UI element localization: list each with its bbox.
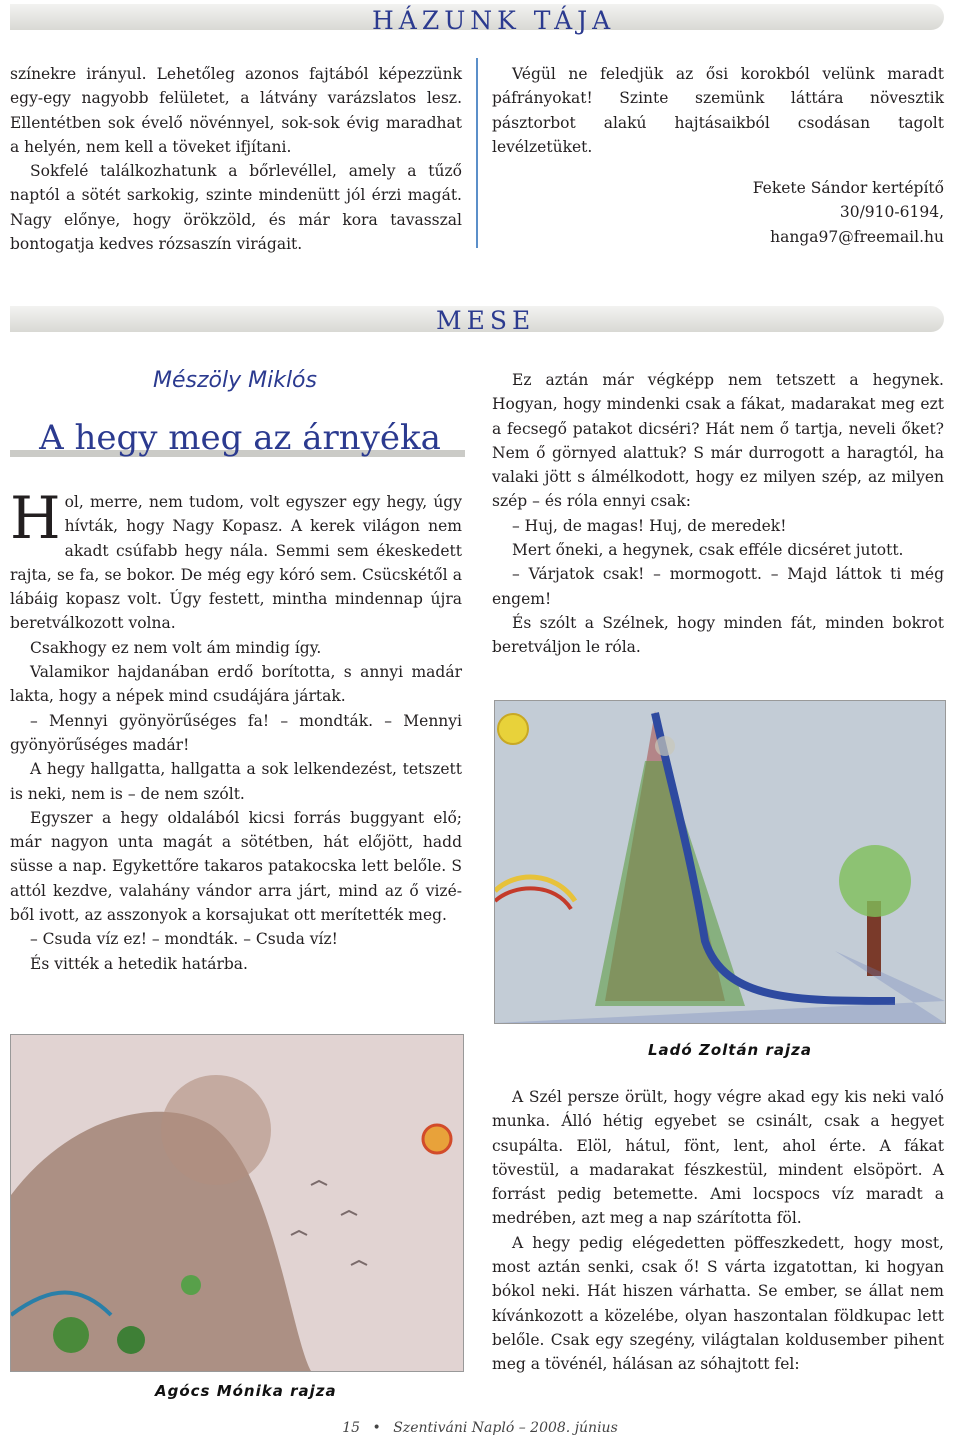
paragraph: – Mennyi gyönyörűséges fa! – mondták. – Mennyi gyönyörűséges madár! <box>10 711 462 754</box>
paragraph: – Huj, de magas! Huj, de meredek! <box>512 516 787 535</box>
drop-cap: H <box>10 484 61 552</box>
page-footer <box>340 1420 620 1436</box>
paragraph: És vitték a hetedik határba. <box>30 954 248 973</box>
paragraph: A hegy hallgatta, hallgatta a sok lelkendezést, tetszett is neki, nem is – de nem szólt. <box>10 760 462 803</box>
paragraph: – Várjatok csak! – mormogott. – Majd láttok ti még engem! <box>492 565 944 608</box>
drawing-caption: Agócs Mónika rajza <box>155 1382 337 1400</box>
top-right-column <box>492 62 944 159</box>
paragraph: színekre irányul. Lehetőleg azonos fajtából képezzünk egy-egy nagyobb felületet, a látvány varázslatos lesz. Ellentétben sok évelő növénnyel, sok-sok évig maradhat a helyén, nem kell a töveket ifjítani. <box>10 65 462 156</box>
paragraph: Sokfelé találkozhatunk a bőrlevéllel, amely a tűző naptól a sötét sarkokig, szinte mindenütt jól érzi magát. Nagy előnye, hogy örökzöld, és már kora tavasszal bontogatja kedves rózsaszín virágait. <box>10 162 462 254</box>
child-drawing-bald-mountain <box>10 1034 464 1372</box>
paragraph: Valamikor hajdanában erdő borította, s annyi madár lakta, hogy a népek mind csudájára jártak. <box>10 663 462 706</box>
story-left-column <box>10 484 462 976</box>
signature <box>600 176 944 249</box>
child-drawing-mountain-river <box>494 700 946 1024</box>
story-title: A hegy meg az árnyéka <box>39 418 441 458</box>
signature-email: hanga97@freemail.hu <box>770 227 944 246</box>
paragraph: – Csuda víz ez! – mondták. – Csuda víz! <box>30 930 338 949</box>
drawing-illustration <box>11 1035 463 1371</box>
paragraph: Mert őneki, a hegynek, csak efféle dicséret jutott. <box>512 541 904 560</box>
drawing-illustration <box>495 701 945 1023</box>
paragraph: Csakhogy ez nem volt ám mindig így. <box>30 638 322 657</box>
section-title: HÁZUNK TÁJA <box>372 6 616 35</box>
page-number: 15 <box>342 1420 361 1436</box>
paragraph: A Szél persze örült, hogy végre akad egy kis neki való munka. Álló hétig egyebet se csinált, csak a hegyet csupálta. Elöl, hátul, fönt, lent, ahol érte. A fákat tövestül, a madarakat fészkestül, mindent elsöpört. A forrást pedig betemette. Ami locspocs víz maradt a medrében, azt meg a nap szárította föl. <box>492 1088 944 1228</box>
drawing-caption: Ladó Zoltán rajza <box>648 1041 812 1059</box>
top-left-column <box>10 62 462 256</box>
paragraph: És szólt a Szélnek, hogy minden fát, minden bokrot beretváljon le róla. <box>492 613 944 657</box>
story-right-bottom-column <box>492 1085 944 1377</box>
footer-bullet: • <box>372 1420 381 1436</box>
story-author: Mészöly Miklós <box>153 368 317 393</box>
paragraph: Egyszer a hegy oldalából kicsi forrás buggyant elő; már nagyon unta magát a sötétben, hát előjött, hadd süsse a nap. Egykettőre takaros patakocska lett belőle. S attól kezdve, valahány vándor arra járt, mind az ő vizé-ből ivott, az asszonyok a korsajukat ott merítették meg. <box>10 808 462 925</box>
column-divider <box>476 58 478 248</box>
section-title: MESE <box>436 306 536 335</box>
paragraph: Ez aztán már végképp nem tetszett a hegynek. Hogyan, hogy mindenki csak a fákat, madarakat meg ezt a fecsegő patakot dicséri? Hát nem ő tartja, neveli őket? Nem ő görnyed alattuk? S már durrogott a haragtól, ha valaki jött s álmélkodott, hogy ez milyen szép, az milyen szép – és róla ennyi csak: <box>492 371 944 511</box>
paragraph: A hegy pedig elégedetten pöffeszkedett, hogy most, most aztán senki, csak ő! S várta izgatottan, ki hogyan bókol neki. Hát hiszen várhatta. Se ember, se állat nem kívánkozott a közelébe, olyan haszontalan földkupac lett belőle. Csak egy szegény, világtalan koldusember pihent meg a tövénél, hálásan az sóhajtott fel: <box>492 1233 944 1374</box>
signature-phone: 30/910-6194, <box>839 203 944 222</box>
publication-name: Szentiváni Napló – 2008. június <box>393 1420 618 1436</box>
first-paragraph: Hol, merre, nem tudom, volt egyszer egy hegy, úgy hívták, hogy Nagy Kopasz. A kerek világon nem akadt csúfabb hegy nála. Semmi sem ékeskedett rajta, se fa, se bokor. De még egy kóró sem. Csücskétől a lábáig kopasz volt. Úgy festett, mintha mindennap újra beretválkozott volna. <box>10 484 462 633</box>
paragraph: Végül ne feledjük az ősi korokból velünk maradt páfrányokat! Szinte szemünk láttára növesztik pásztorbot alakú hajtásaikból csodásan tagolt levélzetüket. <box>492 65 944 156</box>
story-right-column <box>492 368 944 660</box>
signature-name: Fekete Sándor kertépítő <box>752 179 944 197</box>
